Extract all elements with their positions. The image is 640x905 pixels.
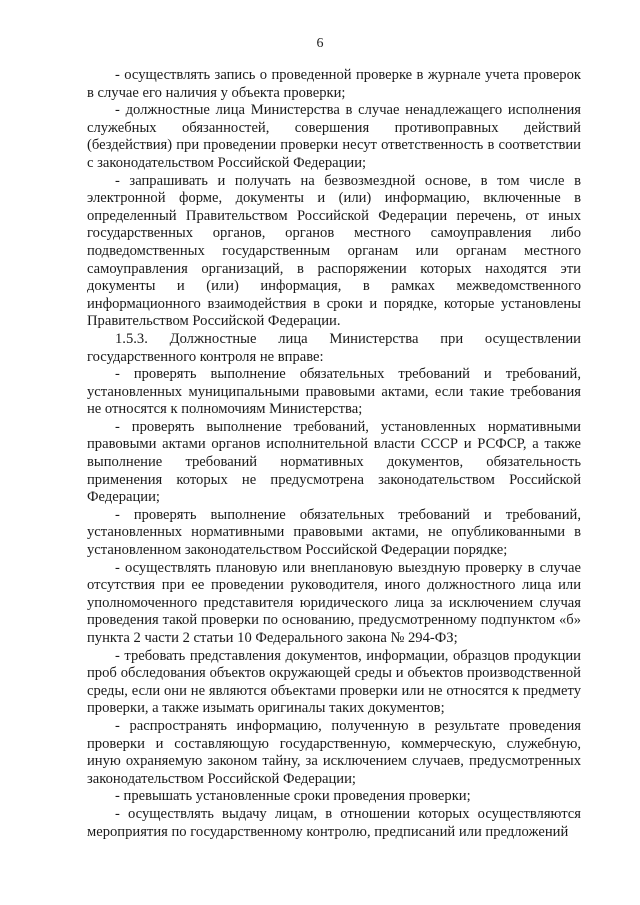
paragraph-ussr-rsfsr-acts: - проверять выполнение требований, установленных нормативными правовыми актами органов исполнительной власти СССР и РСФСР, а также выполнение требований нормативных документов, обязательность применения которых не предусмотрена законодательством Российской Федерации; [87, 418, 581, 506]
paragraph-journal-record: - осуществлять запись о проведенной проверке в журнале учета проверок в случае его наличия у объекта проверки; [87, 67, 581, 101]
paragraph-confidential-info: - распространять информацию, полученную в результате проведения проверки и составляющую государственную, коммерческую, служебную, иную охраняемую законом тайну, за исключением случаев, предусмотренных законодательством Российской Федерации; [87, 717, 581, 787]
paragraph-officials-responsibility: - должностные лица Министерства в случае ненадлежащего исполнения служебных обязанностей, совершения противоправных действий (бездействия) при проведении проверки несут ответственность в соответствии с законодательством Российской Федерации; [87, 102, 581, 171]
paragraph-time-limits: - превышать установленные сроки проведения проверки; [115, 788, 471, 805]
paragraph-unpublished-acts: - проверять выполнение обязательных требований и требований, установленных нормативными правовыми актами, не опубликованными в установленном законодательством Российской Федерации порядке; [87, 506, 581, 559]
document-body [87, 67, 581, 841]
paragraph-municipal-requirements: - проверять выполнение обязательных требований и требований, установленных муниципальными правовыми актами, если такие требования не относятся к полномочиям Министерства; [87, 366, 581, 418]
paragraph-request-information: - запрашивать и получать на безвозмездной основе, в том числе в электронной форме, документы и (или) информацию, включенные в определенный Правительством Российской Федерации перечень, от иных государственных органов, органов местного самоуправления либо подведомственных государственным органам или органам местного самоуправления организаций, в распоряжении которых находятся эти документы и (или) информация, в рамках межведомственного информационного взаимодействия в сроки и порядке, которые установлены Правительством Российской Федерации. [87, 172, 581, 330]
paragraph-section-1-5-3: 1.5.3. Должностные лица Министерства при осуществлении государственного контроля не вправе: [87, 330, 581, 365]
paragraph-document-requests: - требовать представления документов, информации, образцов продукции проб обследования объектов окружающей среды и объектов производственной среды, если они не являются объектами проверки или не относятся к предмету проверки, а также изымать оригиналы таких документов; [87, 647, 581, 717]
paragraph-issue-prescriptions: - осуществлять выдачу лицам, в отношении которых осуществляются мероприятия по государственному контролю, предписаний или предложений [87, 805, 581, 840]
page-number: 6 [316, 36, 324, 51]
paragraph-onsite-inspection: - осуществлять плановую или внеплановую выездную проверку в случае отсутствия при ее проведении руководителя, иного должностного лица или уполномоченного представителя юридического лица за исключением случая проведения такой проверки по основанию, предусмотренному подпунктом «б» пункта 2 части 2 статьи 10 Федерального закона № 294-ФЗ; [87, 559, 581, 646]
